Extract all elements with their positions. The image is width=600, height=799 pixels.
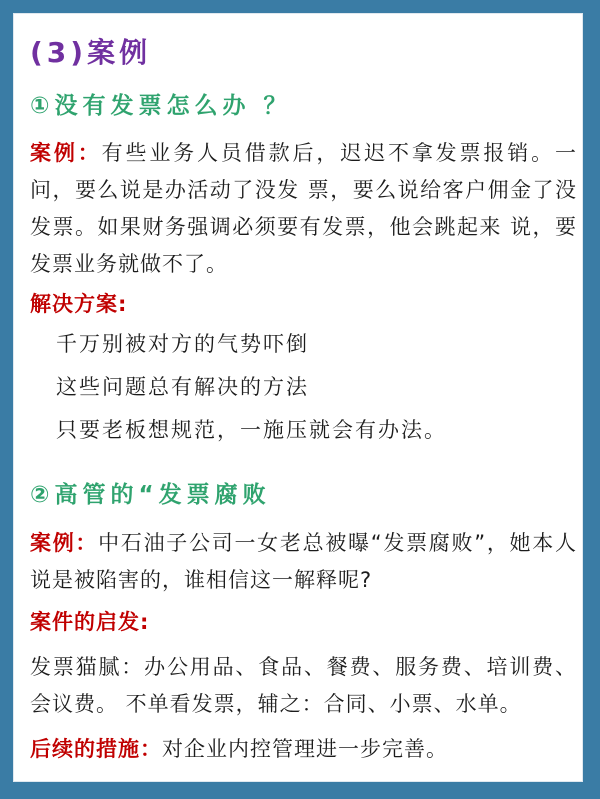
section2-case-label: 案例： [30,531,99,555]
section2-heading: ②高管的“发票腐败 [30,482,271,508]
solution-item-2: 这些问题总有解决的方法 [56,375,309,399]
section1-case-text: 有些业务人员借款后，迟迟不拿发票报销。一问，要么说是办活动了没发 票，要么说给客户佣金了没发票。如果财务强调必须要有发票，他会跳起来 说，要发票业务就做不了。 [30,141,578,276]
solution-item-1: 千万别被对方的气势吓倒 [56,332,309,356]
section1-case-label: 案例： [30,141,102,165]
followup-text: 对企业内控管理进一步完善。 [162,737,448,761]
section1-case-paragraph [30,135,577,283]
section2-case-text: 中石油子公司一女老总被曝“发票腐败”，她本人说是被陷害的，谁相信这一解释呢? [30,531,577,592]
insight-paragraph: 发票猫腻：办公用品、食品、餐费、服务费、培训费、会议费。 不单看发票，辅之：合同、小票、水单。 [30,655,577,716]
insight-label: 案件的启发: [30,610,150,634]
page-title: (3)案例 [30,36,152,69]
followup-label: 后续的措施： [30,737,162,761]
solution-label: 解决方案: [30,292,128,316]
document-page [13,13,583,782]
solution-list [30,331,577,443]
section1-heading: ①没有发票怎么办 ？ [30,93,292,119]
followup-paragraph [30,731,577,768]
section2-case-paragraph [30,525,577,599]
solution-item-3: 只要老板想规范，一施压就会有办法。 [56,418,447,442]
